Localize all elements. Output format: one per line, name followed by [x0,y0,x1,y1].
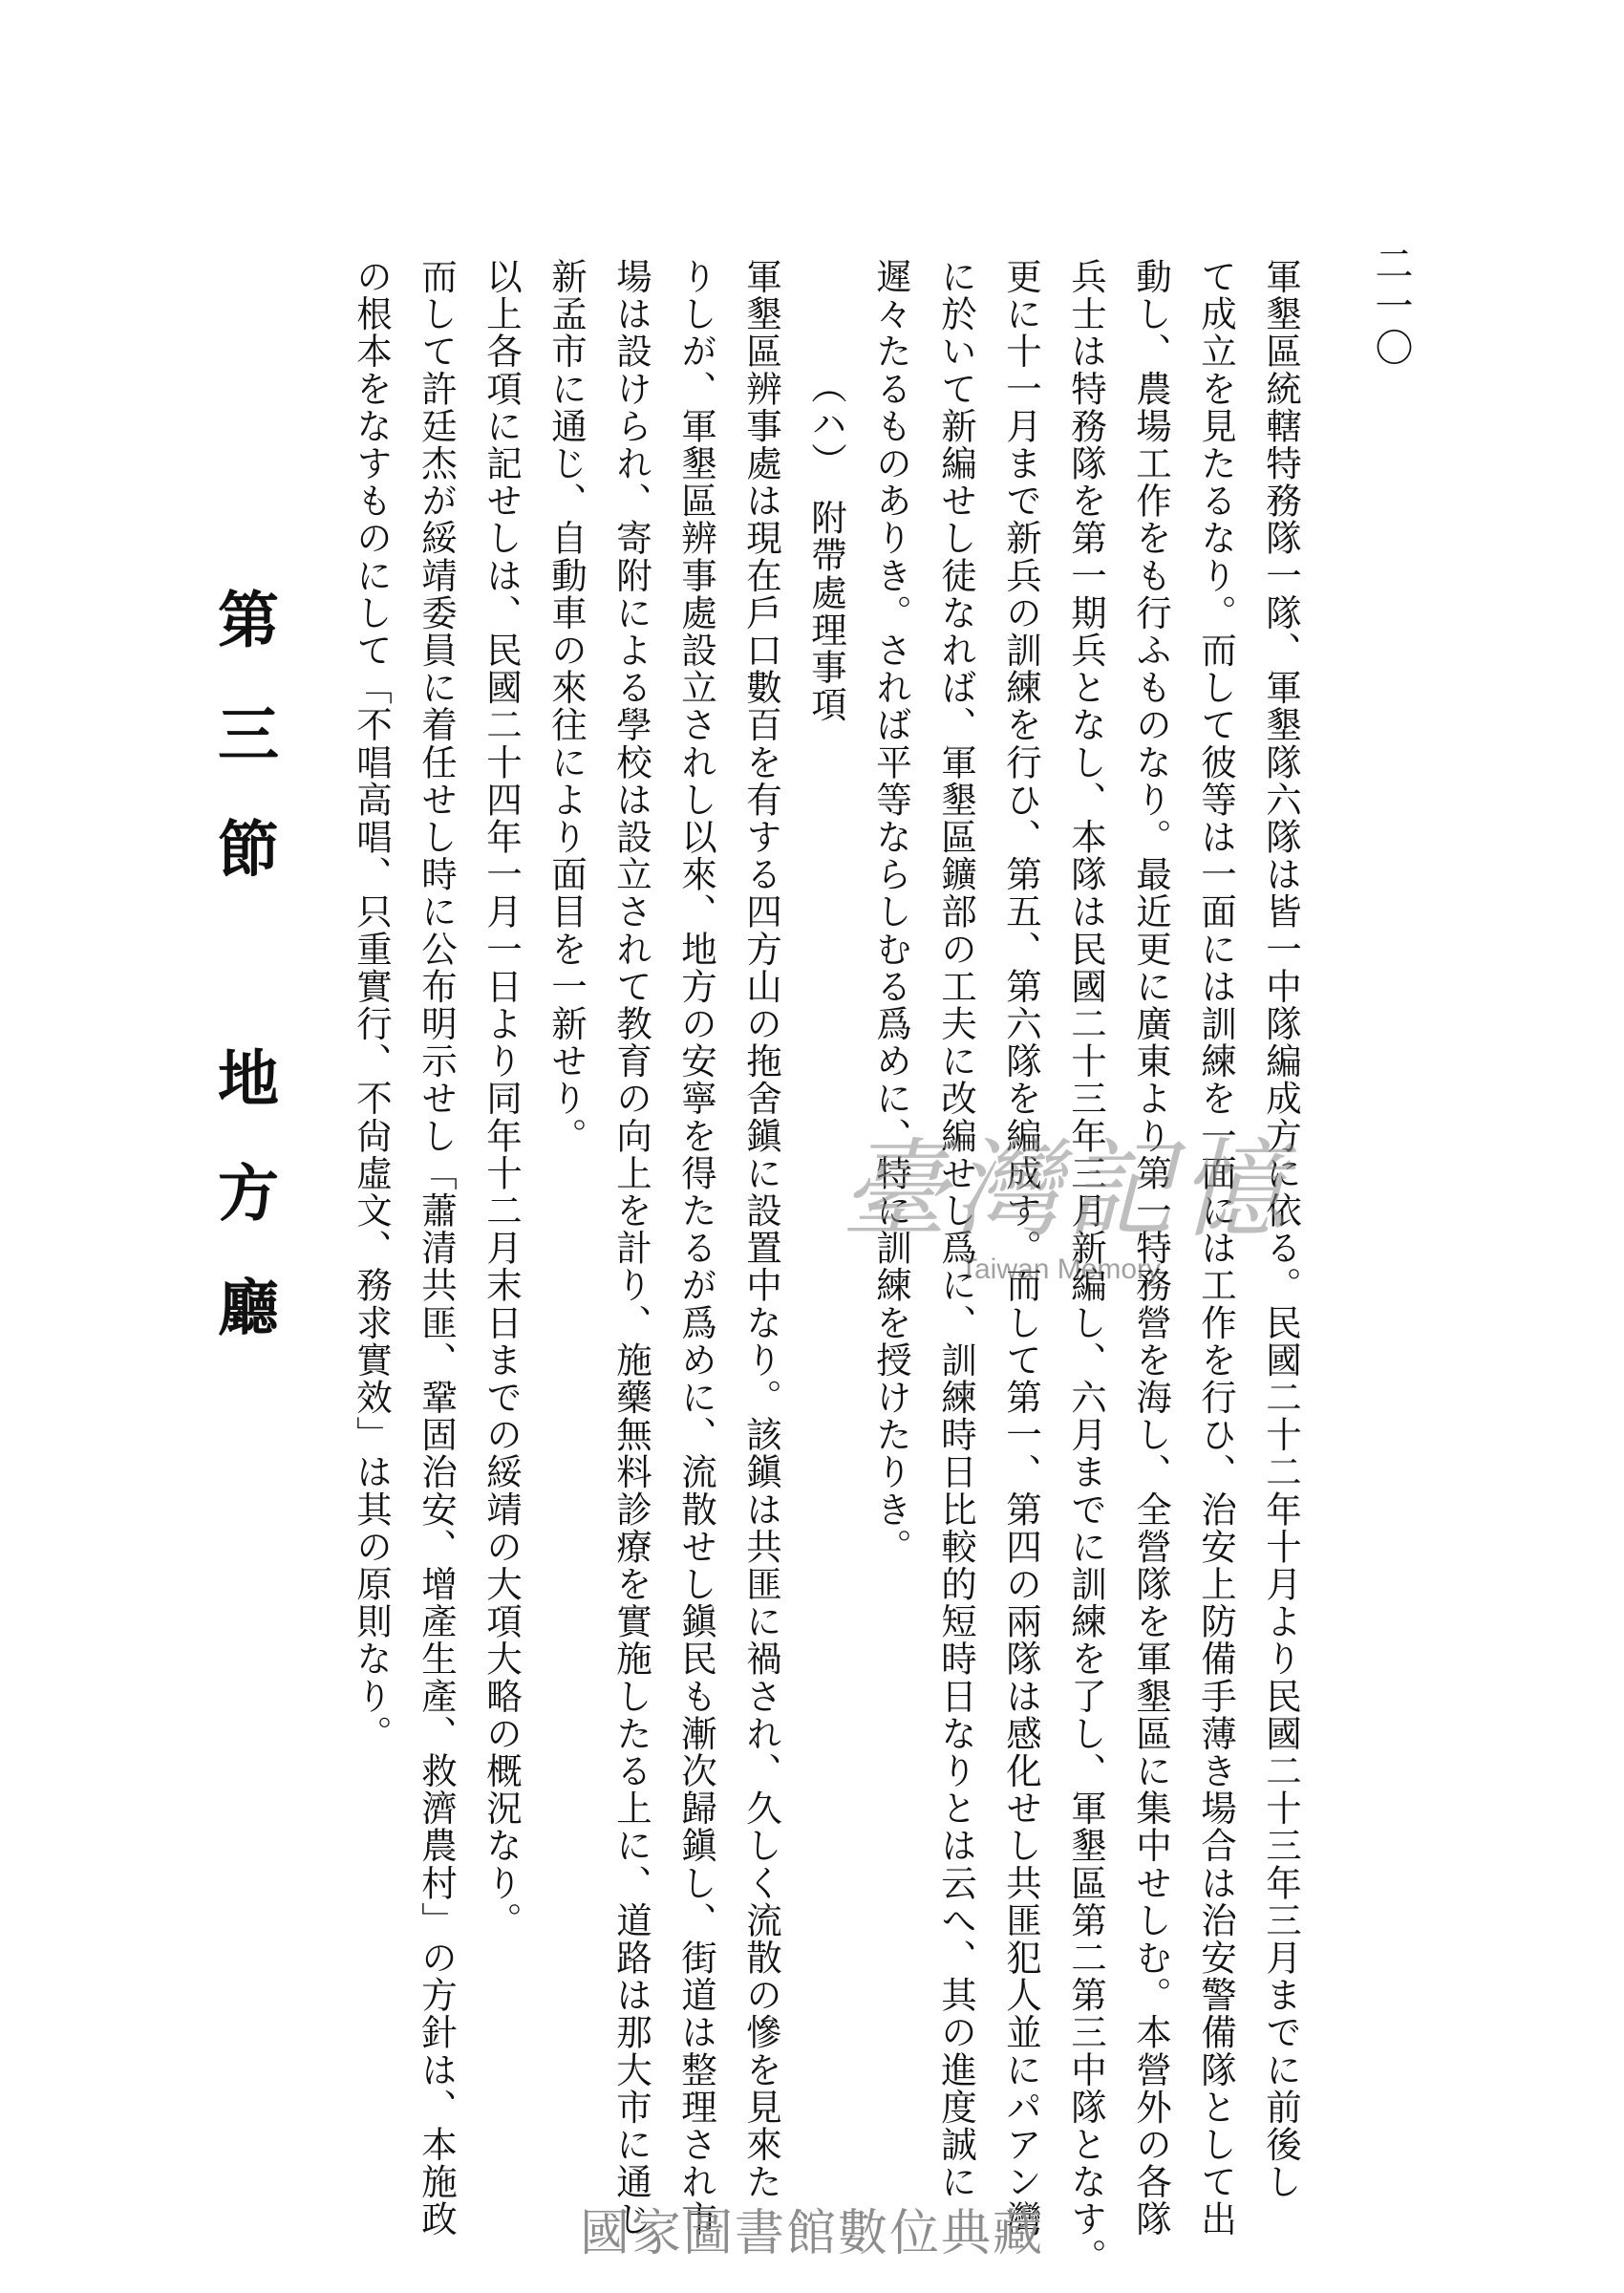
watermark-subtext: Taiwan Memory [960,1254,1162,1285]
text-column: 而して許廷杰が綏靖委員に着任せし時に公布明示せし「蕭清共匪、鞏固治安、增產生產、救濟農村」の方針は、本施政 [416,258,458,2239]
text-column: 場は設けられ、寄附による學校は設立されて教育の向上を計り、施藥無料診療を實施したる上に、道路は那大市に通じ [610,258,652,2239]
text-column: の根本をなすものにして「不唱高唱、只重實行、不尙虛文、務求實效」は其の原則なり。 [351,258,393,1752]
text-column: 更に十一月まで新兵の訓練を行ひ、第五、第六隊を編成す。而して第一、第四の兩隊は感化せし共匪犯人並にパアン灣 [1000,258,1042,2239]
text-column: 遲々たるものありき。されば平等ならしむる爲めに、特に訓練を授けたりき。 [870,258,912,1566]
page-number: 二一〇 [1369,244,1413,370]
subsection-heading: （ハ） 附帶處理事項 [805,368,847,724]
text-column: て成立を見たるなり。而して彼等は一面には訓練を一面には工作を行ひ、治安上防備手薄き場合は治安警備隊として出 [1195,258,1237,2239]
text-column: 新孟市に通じ、自動車の來往により面目を一新せり。 [545,258,588,1155]
footer-credit: 國家圖書館數位典藏 [579,2205,1044,2262]
text-column: 兵士は特務隊を第一期兵となし、本隊は民國二十三年三月新編し、六月までに訓練を了し、軍墾區第二第三中隊となす。 [1065,258,1107,2276]
text-column: 動し、農場工作をも行ふものなり。最近更に廣東より第一特務營を海し、全營隊を軍墾區に集中せしむ。本營外の各隊 [1130,258,1172,2239]
text-column: 以上各項に記せしは、民國二十四年一月一日より同年十二月末日までの綏靖の大項大略の概況なり。 [481,258,523,1939]
section-title: 第三節 地方廳 [207,588,279,1390]
text-column: 軍墾區統轄特務隊一隊、軍墾隊六隊は皆一中隊編成方に依る。民國二十二年十月より民國二十三年三月までに前後し [1260,258,1302,2201]
text-column: 軍墾區辨事處は現在戶口數百を有する四方山の拖舍鎭に設置中なり。該鎭は共匪に禍され、久しく流散の慘を見來た [740,258,782,2201]
text-column: りしが、軍墾區辨事處設立されし以來、地方の安寧を得たるが爲めに、流散せし鎭民も漸次歸鎭し、街道は整理され市 [675,258,717,2239]
text-column: に於いて新編せし徒なれば、軍墾區鑛部の工夫に改編せし爲に、訓練時日比較的短時日なりとは云へ、其の進度誠に [935,258,977,2201]
watermark-text: 臺灣記憶 [841,1128,1292,1253]
